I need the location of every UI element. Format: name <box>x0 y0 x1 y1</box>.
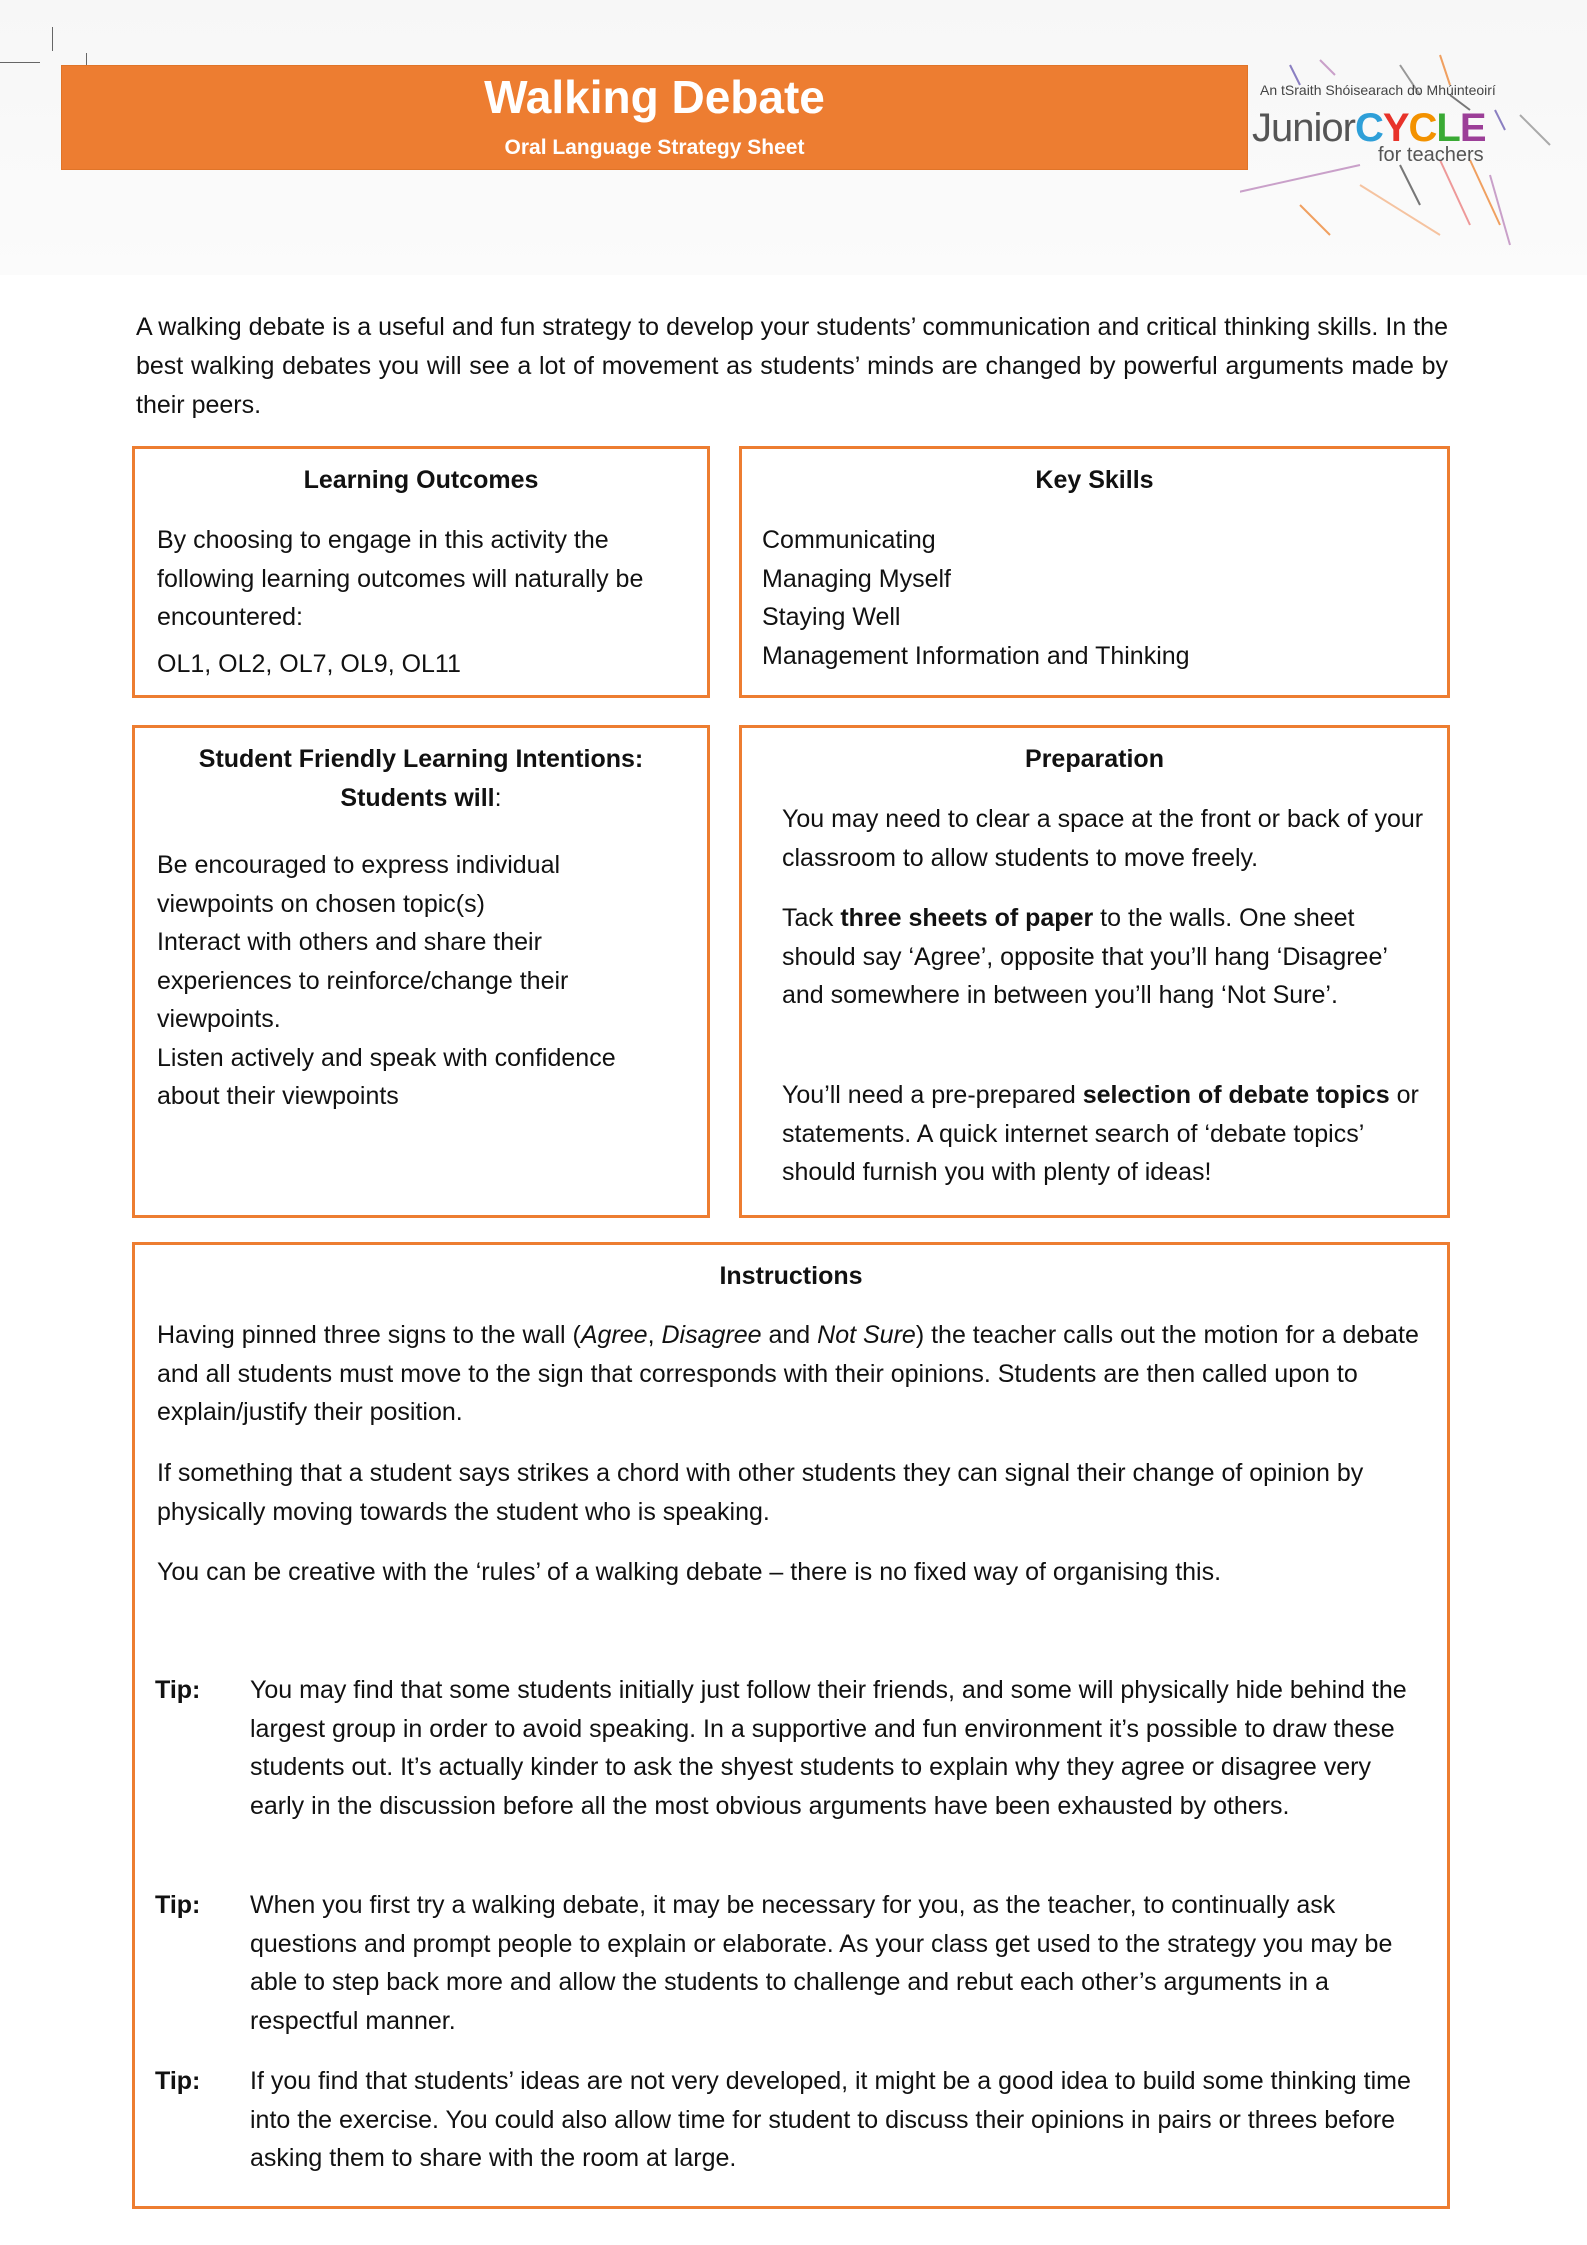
crop-mark <box>0 62 40 63</box>
preparation-paragraph-3 <box>782 1076 1427 1192</box>
key-skill-item: Management Information and Thinking <box>762 641 1190 670</box>
learning-intention-item: Interact with others and share their experiences to reinforce/change their viewpoints. <box>157 928 569 1033</box>
logo-c: C <box>1354 106 1383 150</box>
instr-italic: Agree <box>580 1321 648 1349</box>
prep-bold-text: selection of debate topics <box>1082 1081 1390 1109</box>
prep-text: to the walls. One sheet should say ‘Agree’, opposite that you’ll hang ‘Disagree’ and somewhere in between you’ll hang ‘Not Sure’. <box>782 904 1387 1009</box>
learning-intentions-list <box>157 846 667 1116</box>
tip-text: You may find that some students initially just follow their friends, and some will physically hide behind the largest group in order to avoid speaking. In a supportive and fun environment it’s possible to draw these students out. It’s actually kinder to ask the shyest students to explain why they agree or disagree very early in the discussion before all the most obvious arguments have been exhausted by others. <box>250 1676 1407 1820</box>
instructions-paragraph-1 <box>157 1316 1427 1432</box>
key-skills-list <box>762 521 1190 675</box>
tip-label: Tip: <box>155 2067 201 2095</box>
logo-c2: C <box>1408 106 1437 150</box>
instr-text: , <box>647 1321 662 1349</box>
prep-text: or statements. A quick internet search of ‘debate topics’ should furnish you with plenty of ideas! <box>782 1081 1419 1186</box>
tip-label: Tip: <box>155 1891 201 1919</box>
tip-text: When you first try a walking debate, it may be necessary for you, as the teacher, to continually ask questions and prompt people to explain or elaborate. As your class get used to the strategy you may be able to step back more and allow the students to challenge and rebut each other’s arguments in a respectful manner. <box>250 1891 1393 2035</box>
learning-intentions-colon: : <box>494 783 502 812</box>
learning-intention-item: Listen actively and speak with confidence about their viewpoints <box>157 1043 616 1110</box>
instructions-paragraph-3: You can be creative with the ‘rules’ of a walking debate – there is no fixed way of organising this. <box>157 1558 1222 1586</box>
logo-subtitle: for teachers <box>1378 144 1484 166</box>
crop-mark <box>86 53 87 67</box>
logo-junior: Junior <box>1252 106 1355 150</box>
learning-outcomes-text: By choosing to engage in this activity the following learning outcomes will naturally be encountered: <box>157 526 644 631</box>
key-skill-item: Staying Well <box>762 603 901 631</box>
learning-intentions-title-line1: Student Friendly Learning Intentions: <box>198 745 644 773</box>
crop-mark <box>52 27 53 51</box>
key-skill-item: Managing Myself <box>762 564 951 593</box>
logo-top-text: An tSraith Shóisearach do Mhúinteoirí <box>1260 82 1496 98</box>
key-skills-box <box>739 446 1450 698</box>
preparation-paragraph-1: You may need to clear a space at the front or back of your classroom to allow students to move freely. <box>782 805 1424 872</box>
tip-label: Tip: <box>155 1676 201 1704</box>
preparation-paragraph-2 <box>782 899 1427 1015</box>
key-skill-item: Communicating <box>762 526 936 554</box>
intro-paragraph: A walking debate is a useful and fun strategy to develop your students’ communication and critical thinking skills. In the best walking debates you will see a lot of movement as students’ minds are changed by powerful arguments made by their peers. <box>136 313 1448 419</box>
key-skills-title: Key Skills <box>1035 466 1154 494</box>
logo-y: Y <box>1382 106 1409 150</box>
instr-text: and <box>761 1321 818 1349</box>
title-bar <box>62 66 1247 169</box>
instr-text: Having pinned three signs to the wall ( <box>157 1321 581 1349</box>
instructions-paragraph-2: If something that a student says strikes a chord with other students they can signal their change of opinion by physically moving towards the student who is speaking. <box>157 1459 1364 1526</box>
tip-text: If you find that students’ ideas are not very developed, it might be a good idea to build some thinking time into the exercise. You could also allow time for student to discuss their opinions in pairs or threes before asking them to share with the room at large. <box>250 2067 1411 2172</box>
learning-intentions-title-line2 <box>135 779 707 818</box>
preparation-box <box>739 725 1450 1218</box>
logo-e: E <box>1459 106 1486 150</box>
learning-outcomes-box <box>132 446 710 698</box>
instr-text: ) the teacher calls out the motion for a debate and all students must move to the sign that corresponds with their opinions. Students are then called upon to explain/justify their position. <box>157 1321 1419 1426</box>
instructions-title: Instructions <box>719 1262 863 1290</box>
prep-bold-text: three sheets of paper <box>840 904 1094 932</box>
page-subtitle: Oral Language Strategy Sheet <box>504 136 805 159</box>
learning-outcomes-title: Learning Outcomes <box>303 466 539 494</box>
instructions-box <box>132 1242 1450 2209</box>
preparation-title: Preparation <box>1025 745 1164 773</box>
prep-text: You’ll need a pre-prepared <box>782 1081 1083 1109</box>
learning-intention-item: Be encouraged to express individual viewpoints on chosen topic(s) <box>157 851 561 918</box>
learning-outcomes-codes: OL1, OL2, OL7, OL9, OL11 <box>157 650 461 678</box>
instr-italic: Disagree <box>661 1321 762 1349</box>
prep-text: Tack <box>782 904 841 932</box>
instr-italic: Not Sure <box>817 1321 916 1349</box>
page-title: Walking Debate <box>484 71 825 123</box>
learning-intentions-students-will: Students will <box>340 783 495 812</box>
learning-intentions-title <box>135 740 707 817</box>
learning-intentions-box <box>132 725 710 1218</box>
logo-l: L <box>1436 106 1460 150</box>
